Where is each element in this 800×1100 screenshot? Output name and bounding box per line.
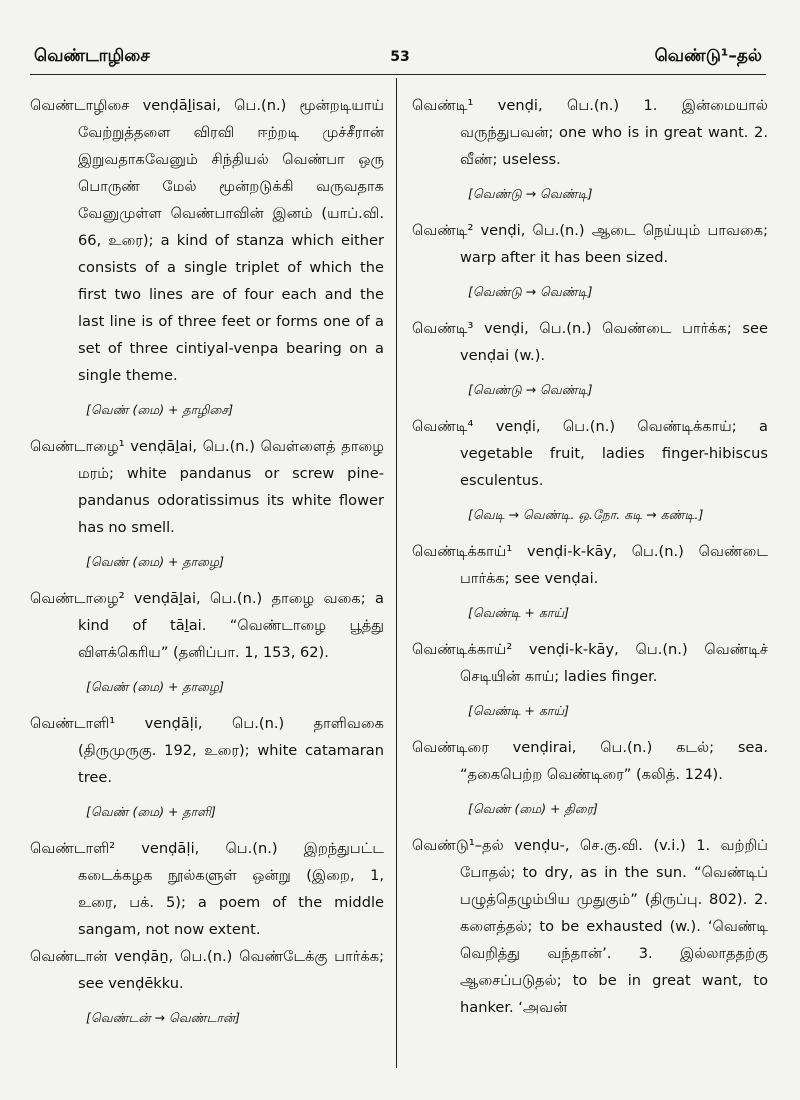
running-header-right: வெண்டு¹–தல்: [654, 46, 762, 66]
entry-etymology: [வெண்டு → வெண்டி]: [468, 186, 593, 201]
dictionary-entry: [30, 943, 384, 1029]
dictionary-entry: [30, 585, 384, 698]
dictionary-entry: [30, 710, 384, 823]
entry-text: வெண்டு¹–தல் venḍu-, செ.கு.வி. (v.i.) 1. வற்றிப் போதல்; to dry, as in the sun. “வெண்டிப் பழுத்தெழும்பிய முதுகும்” (திருப்பு. 802). 2. களைத்தல்; to be exhausted (w.). ‘வெண்டி வெறித்து வந்தான்’. 3. இல்லாததற்கு ஆசைப்படுதல்; to be in great want, to hanker. ‘அவன்: [412, 837, 768, 1016]
entry-etymology: [வெண் (மை) + தாழை]: [86, 679, 224, 694]
dictionary-entry: [412, 538, 768, 624]
dictionary-entry: [412, 734, 768, 820]
entry-etymology: [வெண்டி + காய்]: [468, 605, 569, 620]
right-column: [412, 92, 768, 1021]
entry-etymology: [வெண் (மை) + தாளி]: [86, 804, 216, 819]
page-number: 53: [390, 49, 410, 65]
entry-text: வெண்டி⁴ venḍi, பெ.(n.) வெண்டிக்காய்; a vegetable fruit, ladies finger-hibiscus esculentus.: [412, 418, 768, 489]
entry-etymology: [வெண் (மை) + திரை]: [468, 801, 598, 816]
entry-text: வெண்டாழை¹ venḍāḻai, பெ.(n.) வெள்ளைத் தாழை மரம்; white pandanus or screw pine-pandanus odoratissimus its white flower has no smell.: [30, 438, 384, 536]
entry-etymology: [வெடி → வெண்டி. ஒ.நோ. கடி → கண்டி.]: [468, 507, 704, 522]
dictionary-entry: [412, 315, 768, 401]
entry-text: வெண்டி¹ venḍi, பெ.(n.) 1. இன்மையால் வருந்துபவன்; one who is in great want. 2. வீண்; useless.: [412, 97, 768, 168]
entry-text: வெண்டி³ venḍi, பெ.(n.) வெண்டை பார்க்க; see venḍai (w.).: [412, 320, 768, 364]
left-column: [30, 92, 384, 1041]
entry-text: வெண்டிரை venḍirai, பெ.(n.) கடல்; sea. “தகைபெற்ற வெண்டிரை” (கலித். 124).: [412, 739, 768, 783]
entry-etymology: [வெண்டி + காய்]: [468, 703, 569, 718]
dictionary-entry: [412, 832, 768, 1021]
header-rule: [30, 74, 766, 75]
dictionary-entry: [30, 835, 384, 943]
entry-text: வெண்டிக்காய்² venḍi-k-kāy, பெ.(n.) வெண்டிச் செடியின் காய்; ladies finger.: [412, 641, 768, 685]
dictionary-entry: [30, 92, 384, 421]
column-divider: [396, 78, 397, 1068]
entry-etymology: [வெண் (மை) + தாழிசை]: [86, 402, 234, 417]
dictionary-entry: [412, 217, 768, 303]
entry-text: வெண்டாளி² venḍāḷi, பெ.(n.) இறந்துபட்ட கடைக்கழக நூல்களுள் ஒன்று (இறை, 1, உரை, பக். 5); a poem of the middle sangam, not now extent.: [30, 840, 384, 938]
dictionary-entry: [412, 413, 768, 526]
entry-text: வெண்டாளி¹ venḍāḷi, பெ.(n.) தாளிவகை (திருமுருகு. 192, உரை); white catamaran tree.: [30, 715, 384, 786]
entry-etymology: [வெண்டன் → வெண்டான்]: [86, 1010, 241, 1025]
entry-etymology: [வெண் (மை) + தாழை]: [86, 554, 224, 569]
entry-text: வெண்டான் venḍāṉ, பெ.(n.) வெண்டேக்கு பார்க்க; see venḍēkku.: [30, 948, 384, 992]
dictionary-entry: [412, 92, 768, 205]
entry-text: வெண்டி² venḍi, பெ.(n.) ஆடை நெய்யும் பாவகை; warp after it has been sized.: [412, 222, 768, 266]
entry-etymology: [வெண்டு → வெண்டி]: [468, 284, 593, 299]
entry-text: வெண்டிக்காய்¹ venḍi-k-kāy, பெ.(n.) வெண்டை பார்க்க; see venḍai.: [412, 543, 768, 587]
dictionary-entry: [412, 636, 768, 722]
entry-text: வெண்டாழிசை venḍāḻisai, பெ.(n.) மூன்றடியாய் வேற்றுத்தளை விரவி ஈற்றடி முச்சீரான் இறுவதாகவேனும் சிந்தியல் வெண்பா ஒரு பொருண் மேல் மூன்றடுக்கி வருவதாக வேனுமுள்ள வெண்பாவின் இனம் (யாப்.வி. 66, உரை); a kind of stanza which either consists of a single triplet of which the first two lines are of four each and the last line is of three feet or forms one of a set of three cintiyal-venpa bearing on a single theme.: [30, 97, 384, 384]
entry-etymology: [வெண்டு → வெண்டி]: [468, 382, 593, 397]
running-header-left: வெண்டாழிசை: [34, 46, 150, 66]
entry-text: வெண்டாழை² venḍāḻai, பெ.(n.) தாழை வகை; a kind of tāḻai. “வெண்டாழை பூத்து விளக்கெரிய” (தனிப்பா. 1, 153, 62).: [30, 590, 384, 661]
dictionary-entry: [30, 433, 384, 573]
